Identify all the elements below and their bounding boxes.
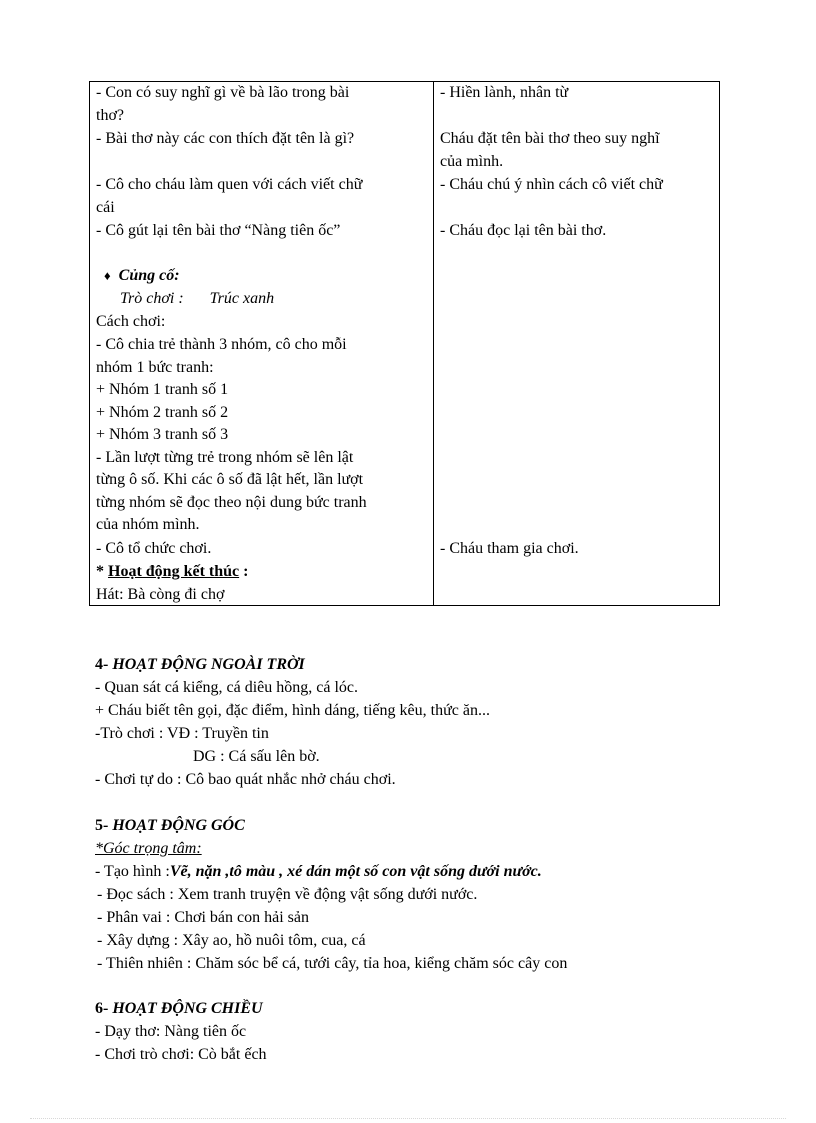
table-text: - Cô chia trẻ thành 3 nhóm, cô cho mỗi <box>96 336 347 353</box>
table-text: của nhóm mình. <box>96 516 200 533</box>
table-text: nhóm 1 bức tranh: <box>96 358 214 376</box>
s5-line-4: - Xây dựng : Xây ao, hồ nuôi tôm, cua, cá <box>97 932 366 949</box>
art-activity: Vẽ, nặn ,tô màu , xé dán một số con vật sống dưới nước. <box>169 863 542 880</box>
table-text: từng ô số. Khi các ô số đã lật hết, lần lượt <box>96 471 364 488</box>
s5-line-3: - Phân vai : Chơi bán con hải sản <box>97 909 309 926</box>
lesson-table <box>89 81 720 606</box>
section-number: 6- <box>95 1000 109 1017</box>
s5-line-5: - Thiên nhiên : Chăm sóc bể cá, tưới cây, tỉa hoa, kiểng chăm sóc cây con <box>97 955 568 972</box>
art-label: - Tạo hình : <box>95 863 170 880</box>
game-name: Trúc xanh <box>209 290 275 307</box>
closing-activity-heading <box>96 561 426 584</box>
focus-corner-label: *Góc trọng tâm: <box>95 840 202 857</box>
section-number: 4- <box>95 656 109 673</box>
section-title: HOẠT ĐỘNG CHIỀU <box>112 1000 263 1017</box>
consolidation-label: Củng cố: <box>118 267 180 284</box>
diamond-bullet-icon: ♦ <box>104 268 111 283</box>
table-text: + Nhóm 1 tranh số 1 <box>96 381 229 398</box>
teacher-writing-intro <box>96 174 426 219</box>
s4-line-5: - Chơi tự do : Cô bao quát nhắc nhở cháu chơi. <box>95 771 396 788</box>
section-number: 5- <box>95 817 109 834</box>
teacher-organize-game: - Cô tổ chức chơi. <box>96 540 212 557</box>
s6-line-1: - Dạy thơ: Nàng tiên ốc <box>95 1023 247 1040</box>
s4-line-2: + Cháu biết tên gọi, đặc điểm, hình dáng, tiếng kêu, thức ăn... <box>95 702 490 719</box>
section-title: HOẠT ĐỘNG NGOÀI TRỜI <box>112 656 305 673</box>
child-answer-2 <box>440 128 715 173</box>
consolidation-heading <box>104 265 434 288</box>
table-text: + Nhóm 2 tranh số 2 <box>96 403 229 421</box>
table-text: - Con có suy nghĩ gì về bà lão trong bài <box>96 84 350 101</box>
how-to-play: Cách chơi: <box>96 313 166 330</box>
s6-line-2: - Chơi trò chơi: Cò bắt ếch <box>95 1046 267 1063</box>
page-bottom-dotted-line <box>30 1118 786 1119</box>
child-answer-4: - Cháu đọc lại tên bài thơ. <box>440 222 607 239</box>
play-rules <box>96 334 426 537</box>
section-5-heading <box>95 814 245 837</box>
table-text: Cháu đặt tên bài thơ theo suy nghĩ <box>440 130 660 147</box>
s4-line-3: -Trò chơi : VĐ : Truyền tin <box>95 725 269 742</box>
teacher-question-2: - Bài thơ này các con thích đặt tên là gì? <box>96 130 355 147</box>
table-text: + Nhóm 3 tranh số 3 <box>96 426 229 443</box>
table-text: từng nhóm sẽ đọc theo nội dung bức tranh <box>96 493 367 511</box>
closing-song: Hát: Bà còng đi chợ <box>96 586 225 603</box>
table-text: - Lần lượt từng trẻ trong nhóm sẽ lên lật <box>96 448 354 466</box>
table-text: cái <box>96 198 115 216</box>
child-answer-3: - Cháu chú ý nhìn cách cô viết chữ <box>440 176 663 193</box>
table-text: của mình. <box>440 152 504 170</box>
game-label: Trò chơi : <box>120 290 184 307</box>
child-answer-5: - Cháu tham gia chơi. <box>440 540 579 557</box>
s4-line-1: - Quan sát cá kiểng, cá diêu hồng, cá lóc. <box>95 679 359 696</box>
closing-activity-label: Hoạt động kết thúc <box>108 563 240 580</box>
table-text: thơ? <box>96 106 125 124</box>
asterisk: * <box>96 563 104 580</box>
colon: : <box>243 563 249 580</box>
s4-line-4: DG : Cá sấu lên bờ. <box>193 748 320 765</box>
child-answer-1: - Hiền lành, nhân từ <box>440 84 569 101</box>
section-title: HOẠT ĐỘNG GÓC <box>112 817 245 834</box>
column-divider <box>433 82 434 605</box>
teacher-question-1 <box>96 82 426 127</box>
s5-line-2: - Đọc sách : Xem tranh truyện về động vật sống dưới nước. <box>97 886 478 903</box>
game-line <box>120 288 450 311</box>
teacher-title-summary: - Cô gút lại tên bài thơ “Nàng tiên ốc” <box>96 222 341 239</box>
table-text: - Cô cho cháu làm quen với cách viết chữ <box>96 176 363 193</box>
s5-line-1 <box>95 860 542 883</box>
section-6-heading <box>95 997 263 1020</box>
section-4-heading <box>95 653 305 676</box>
